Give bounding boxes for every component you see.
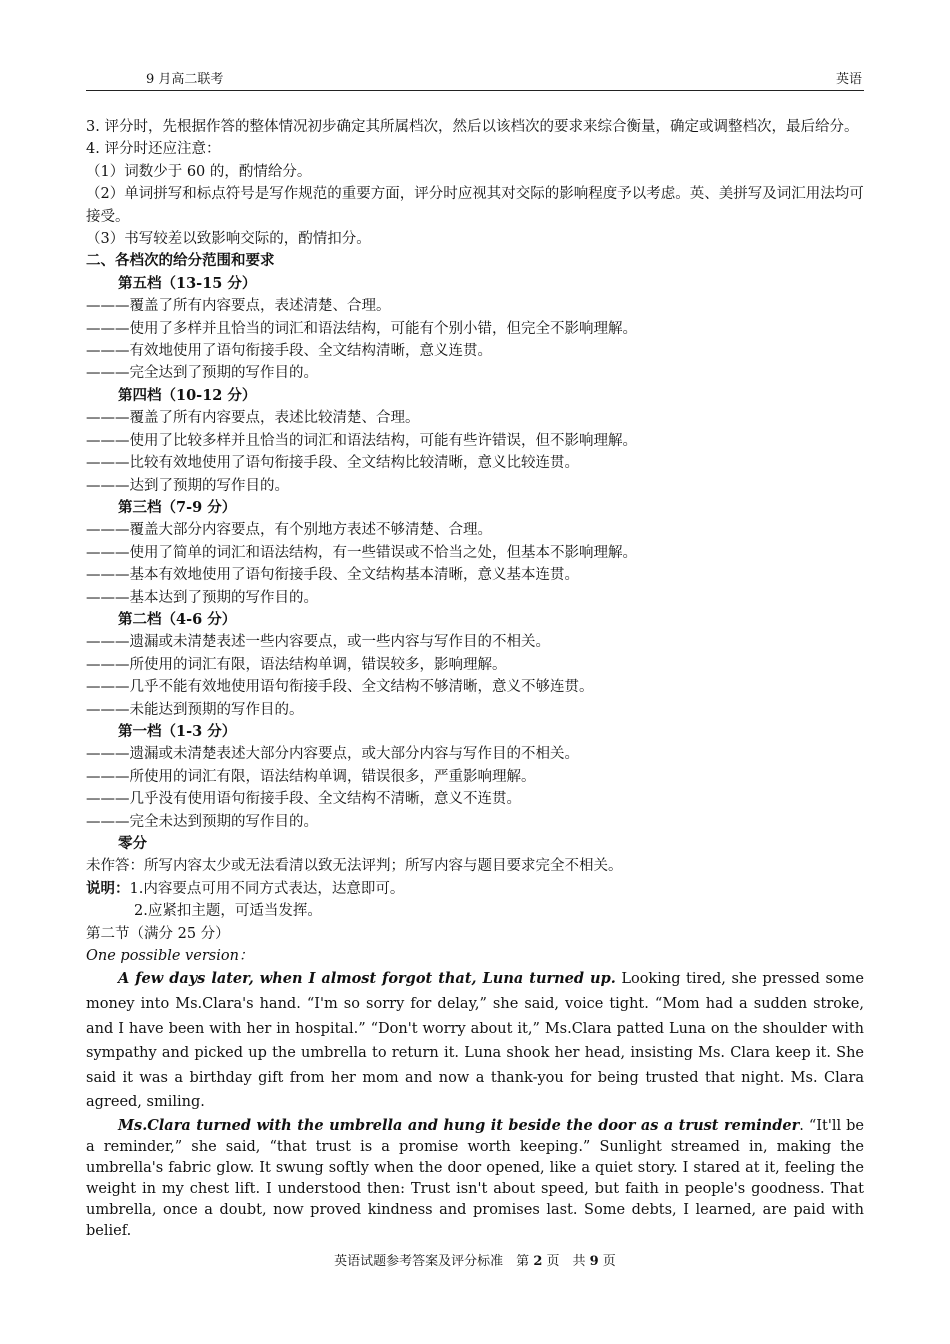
level-1-item: ———所使用的词汇有限，语法结构单调，错误很多，严重影响理解。 bbox=[86, 768, 536, 785]
rule-3: 3. 评分时，先根据作答的整体情况初步确定其所属档次，然后以该档次的要求来综合衡量，确定或调整档次，最后给分。 bbox=[86, 119, 859, 135]
level-4-item: ———使用了比较多样并且恰当的词汇和语法结构，可能有些许错误，但不影响理解。 bbox=[86, 432, 637, 449]
zero-score-title: 零分 bbox=[118, 835, 147, 852]
level-1-title: 第一档（1-3 分） bbox=[118, 722, 237, 740]
level-4-item: ———比较有效地使用了语句衔接手段、全文结构比较清晰，意义比较连贯。 bbox=[86, 455, 579, 472]
essay-p2-body: . “It'll be a reminder,” she said, “that trust is a promise worth keeping.” Sunlight streamed in, making the umbrella's fabric glow. It swung softly when the door opened, like a quiet story. I stared at it, feeling the weight in my chest lift. I understood then: Trust isn't about speed, but faith in people's goodness. That umbrella, once a doubt, now proved kindness and promises last. Some debts, I learned, are paid with belief. bbox=[86, 1118, 864, 1239]
note-item-2: 2.应紧扣主题，可适当发挥。 bbox=[134, 903, 322, 920]
essay-paragraph-1 bbox=[86, 967, 864, 1115]
level-2-item: ———所使用的词汇有限，语法结构单调，错误较多，影响理解。 bbox=[86, 656, 507, 673]
level-3-item: ———覆盖大部分内容要点，有个别地方表述不够清楚、合理。 bbox=[86, 522, 492, 539]
header-subject: 英语 bbox=[835, 72, 862, 87]
section-2-title: 第二节（满分 25 分） bbox=[86, 925, 230, 942]
level-3-title: 第三档（7-9 分） bbox=[118, 498, 237, 516]
page-content bbox=[86, 116, 864, 1242]
zero-score-text: 未作答：所写内容太少或无法看清以致无法评判；所写内容与题目要求完全不相关。 bbox=[86, 858, 623, 875]
essay-paragraph-1-wrap bbox=[86, 967, 864, 1115]
note-label: 说明： bbox=[86, 879, 130, 897]
level-4-item: ———覆盖了所有内容要点，表述比较清楚、合理。 bbox=[86, 410, 420, 427]
footer-prefix: 英语试题参考答案及评分标准 第 bbox=[334, 1254, 534, 1269]
level-1-item: ———遗漏或未清楚表述大部分内容要点，或大部分内容与写作目的不相关。 bbox=[86, 746, 579, 763]
version-label: One possible version： bbox=[86, 948, 254, 965]
level-5-title: 第五档（13-15 分） bbox=[118, 274, 257, 292]
level-5-item: ———覆盖了所有内容要点，表述清楚、合理。 bbox=[86, 298, 391, 315]
level-5-item: ———完全达到了预期的写作目的。 bbox=[86, 365, 318, 382]
essay-p2-lead: Ms.Clara turned with the umbrella and hung it beside the door as a trust reminder bbox=[118, 1117, 800, 1134]
level-2-item: ———未能达到预期的写作目的。 bbox=[86, 701, 304, 718]
footer-suffix: 页 bbox=[598, 1254, 616, 1269]
header-exam-name: 9 月高二联考 bbox=[146, 72, 224, 87]
essay-p1-body: Looking tired, she pressed some money into Ms.Clara's hand. “I'm so sorry for delay,” she said, voice tight. “Mom had a sudden stroke, and I have been with her in hospital.” “Don't worry about it,” Ms.Clara patted Luna on the shoulder with sympathy and picked up the umbrella to return it. Luna shook her head, insisting Ms. Clara keep it. She said it was a birthday gift from her mom and now a thank-you for being trusted that night. Ms. Clara agreed, smiling. bbox=[86, 971, 864, 1111]
level-5-item: ———有效地使用了语句衔接手段、全文结构清晰，意义连贯。 bbox=[86, 343, 492, 360]
essay-paragraph-2-wrap bbox=[86, 1115, 864, 1242]
level-5-item: ———使用了多样并且恰当的词汇和语法结构，可能有个别小错，但完全不影响理解。 bbox=[86, 320, 637, 337]
essay-p1-lead: A few days later, when I almost forgot that, Luna turned up. bbox=[118, 970, 616, 988]
level-3-item: ———使用了简单的词汇和语法结构，有一些错误或不恰当之处，但基本不影响理解。 bbox=[86, 544, 637, 561]
level-4-item: ———达到了预期的写作目的。 bbox=[86, 477, 289, 494]
level-3-item: ———基本达到了预期的写作目的。 bbox=[86, 589, 318, 606]
level-1-item: ———几乎没有使用语句衔接手段、全文结构不清晰，意义不连贯。 bbox=[86, 791, 521, 808]
footer-total-pages: 9 bbox=[589, 1254, 599, 1269]
essay-paragraph-2 bbox=[86, 1115, 864, 1242]
footer-page-number: 2 bbox=[533, 1254, 543, 1269]
level-1-item: ———完全未达到预期的写作目的。 bbox=[86, 813, 318, 830]
rule-4-1: （1）词数少于 60 的，酌情给分。 bbox=[86, 163, 312, 180]
rule-4-3: （3）书写较差以致影响交际的，酌情扣分。 bbox=[86, 231, 371, 248]
note-item-1: 1.内容要点可用不同方式表达，达意即可。 bbox=[129, 880, 405, 897]
level-3-item: ———基本有效地使用了语句衔接手段、全文结构基本清晰，意义基本连贯。 bbox=[86, 567, 579, 584]
rule-4-2: （2）单词拼写和标点符号是写作规范的重要方面，评分时应视其对交际的影响程度予以考虑。英、美拼写及词汇用法均可接受。 bbox=[86, 186, 864, 225]
section-title: 二、各档次的给分范围和要求 bbox=[86, 252, 275, 270]
level-2-item: ———遗漏或未清楚表述一些内容要点，或一些内容与写作目的不相关。 bbox=[86, 634, 550, 651]
level-2-title: 第二档（4-6 分） bbox=[118, 610, 237, 628]
note-line-1 bbox=[86, 878, 864, 900]
footer-middle: 页 共 bbox=[542, 1254, 590, 1269]
rule-4: 4. 评分时还应注意： bbox=[86, 141, 221, 158]
level-4-title: 第四档（10-12 分） bbox=[118, 386, 257, 404]
level-2-item: ———几乎不能有效地使用语句衔接手段、全文结构不够清晰，意义不够连贯。 bbox=[86, 679, 594, 696]
header-divider bbox=[86, 90, 864, 91]
page-footer bbox=[0, 1250, 950, 1269]
page-header bbox=[86, 68, 864, 88]
